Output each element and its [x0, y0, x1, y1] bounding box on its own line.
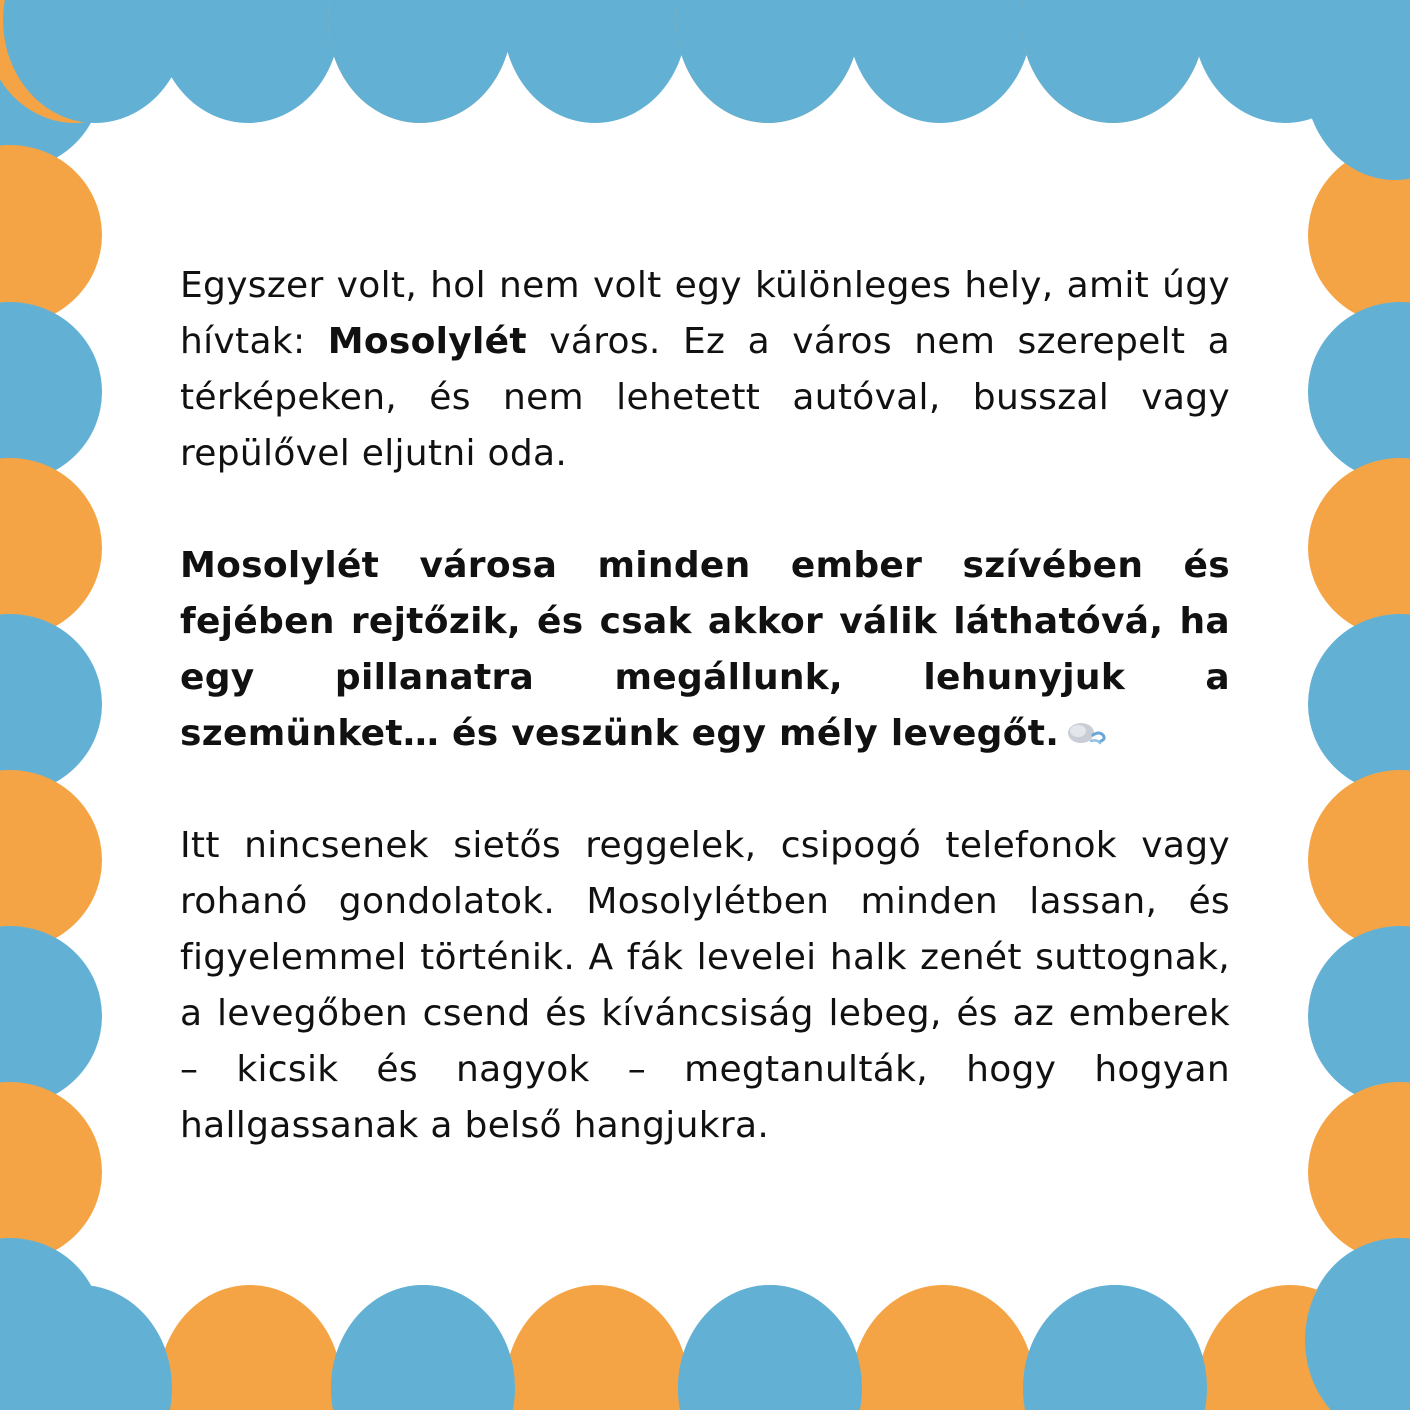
border-circle [1308, 1082, 1410, 1262]
border-circle [0, 302, 102, 482]
border-circle [676, 0, 860, 123]
paragraph-description [180, 818, 1230, 1154]
border-circle [1308, 926, 1410, 1106]
border-circle [1305, 0, 1410, 180]
paragraph-intro [180, 258, 1230, 482]
wind-face-icon [1065, 719, 1109, 749]
border-circle [1308, 770, 1410, 950]
border-circle [331, 1285, 515, 1410]
border-circle [0, 614, 102, 794]
border-circle [1308, 302, 1410, 482]
border-circle [851, 1285, 1035, 1410]
border-circle [1023, 1285, 1207, 1410]
border-circle [678, 1285, 862, 1410]
intro-text-start: Egyszer volt, hol nem volt egy különleges hely, amit úgy hívtak: [180, 265, 1230, 362]
town-name: Mosolylét [327, 321, 527, 362]
border-circle [503, 0, 687, 123]
border-circle [0, 1082, 102, 1262]
story-text [180, 258, 1230, 1210]
border-circle [0, 458, 102, 638]
description-text: Itt nincsenek sietős reggelek, csipogó telefonok vagy rohanó gondolatok. Mosolylétben minden lassan, és figyelemmel történik. A fák levelei halk zenét suttognak, a levegőben csend és kíváncsiság lebeg, és az emberek – kicsik és nagyok – megtanulták, hogy hogyan hallgassanak a belső hangjukra. [180, 825, 1230, 1146]
intro-text-end: város. Ez a város nem szerepelt a térképeken, és nem lehetett autóval, busszal vagy repülővel eljutni oda. [180, 321, 1230, 474]
highlight-text: Mosolylét városa minden ember szívében és fejében rejtőzik, és csak akkor válik láthatóvá, ha egy pillanatra megállunk, lehunyjuk a szemünket… és veszünk egy mély levegőt. [180, 545, 1230, 754]
border-circle [0, 145, 102, 325]
border-circle [0, 926, 102, 1106]
border-circle [158, 1285, 342, 1410]
paragraph-highlight [180, 538, 1230, 762]
border-circle [1305, 1240, 1410, 1410]
border-circle [1308, 458, 1410, 638]
border-circle [505, 1285, 689, 1410]
border-circle [328, 0, 512, 123]
border-circle [0, 770, 102, 950]
border-circle [1021, 0, 1205, 123]
border-circle [1308, 614, 1410, 794]
border-circle [848, 0, 1032, 123]
